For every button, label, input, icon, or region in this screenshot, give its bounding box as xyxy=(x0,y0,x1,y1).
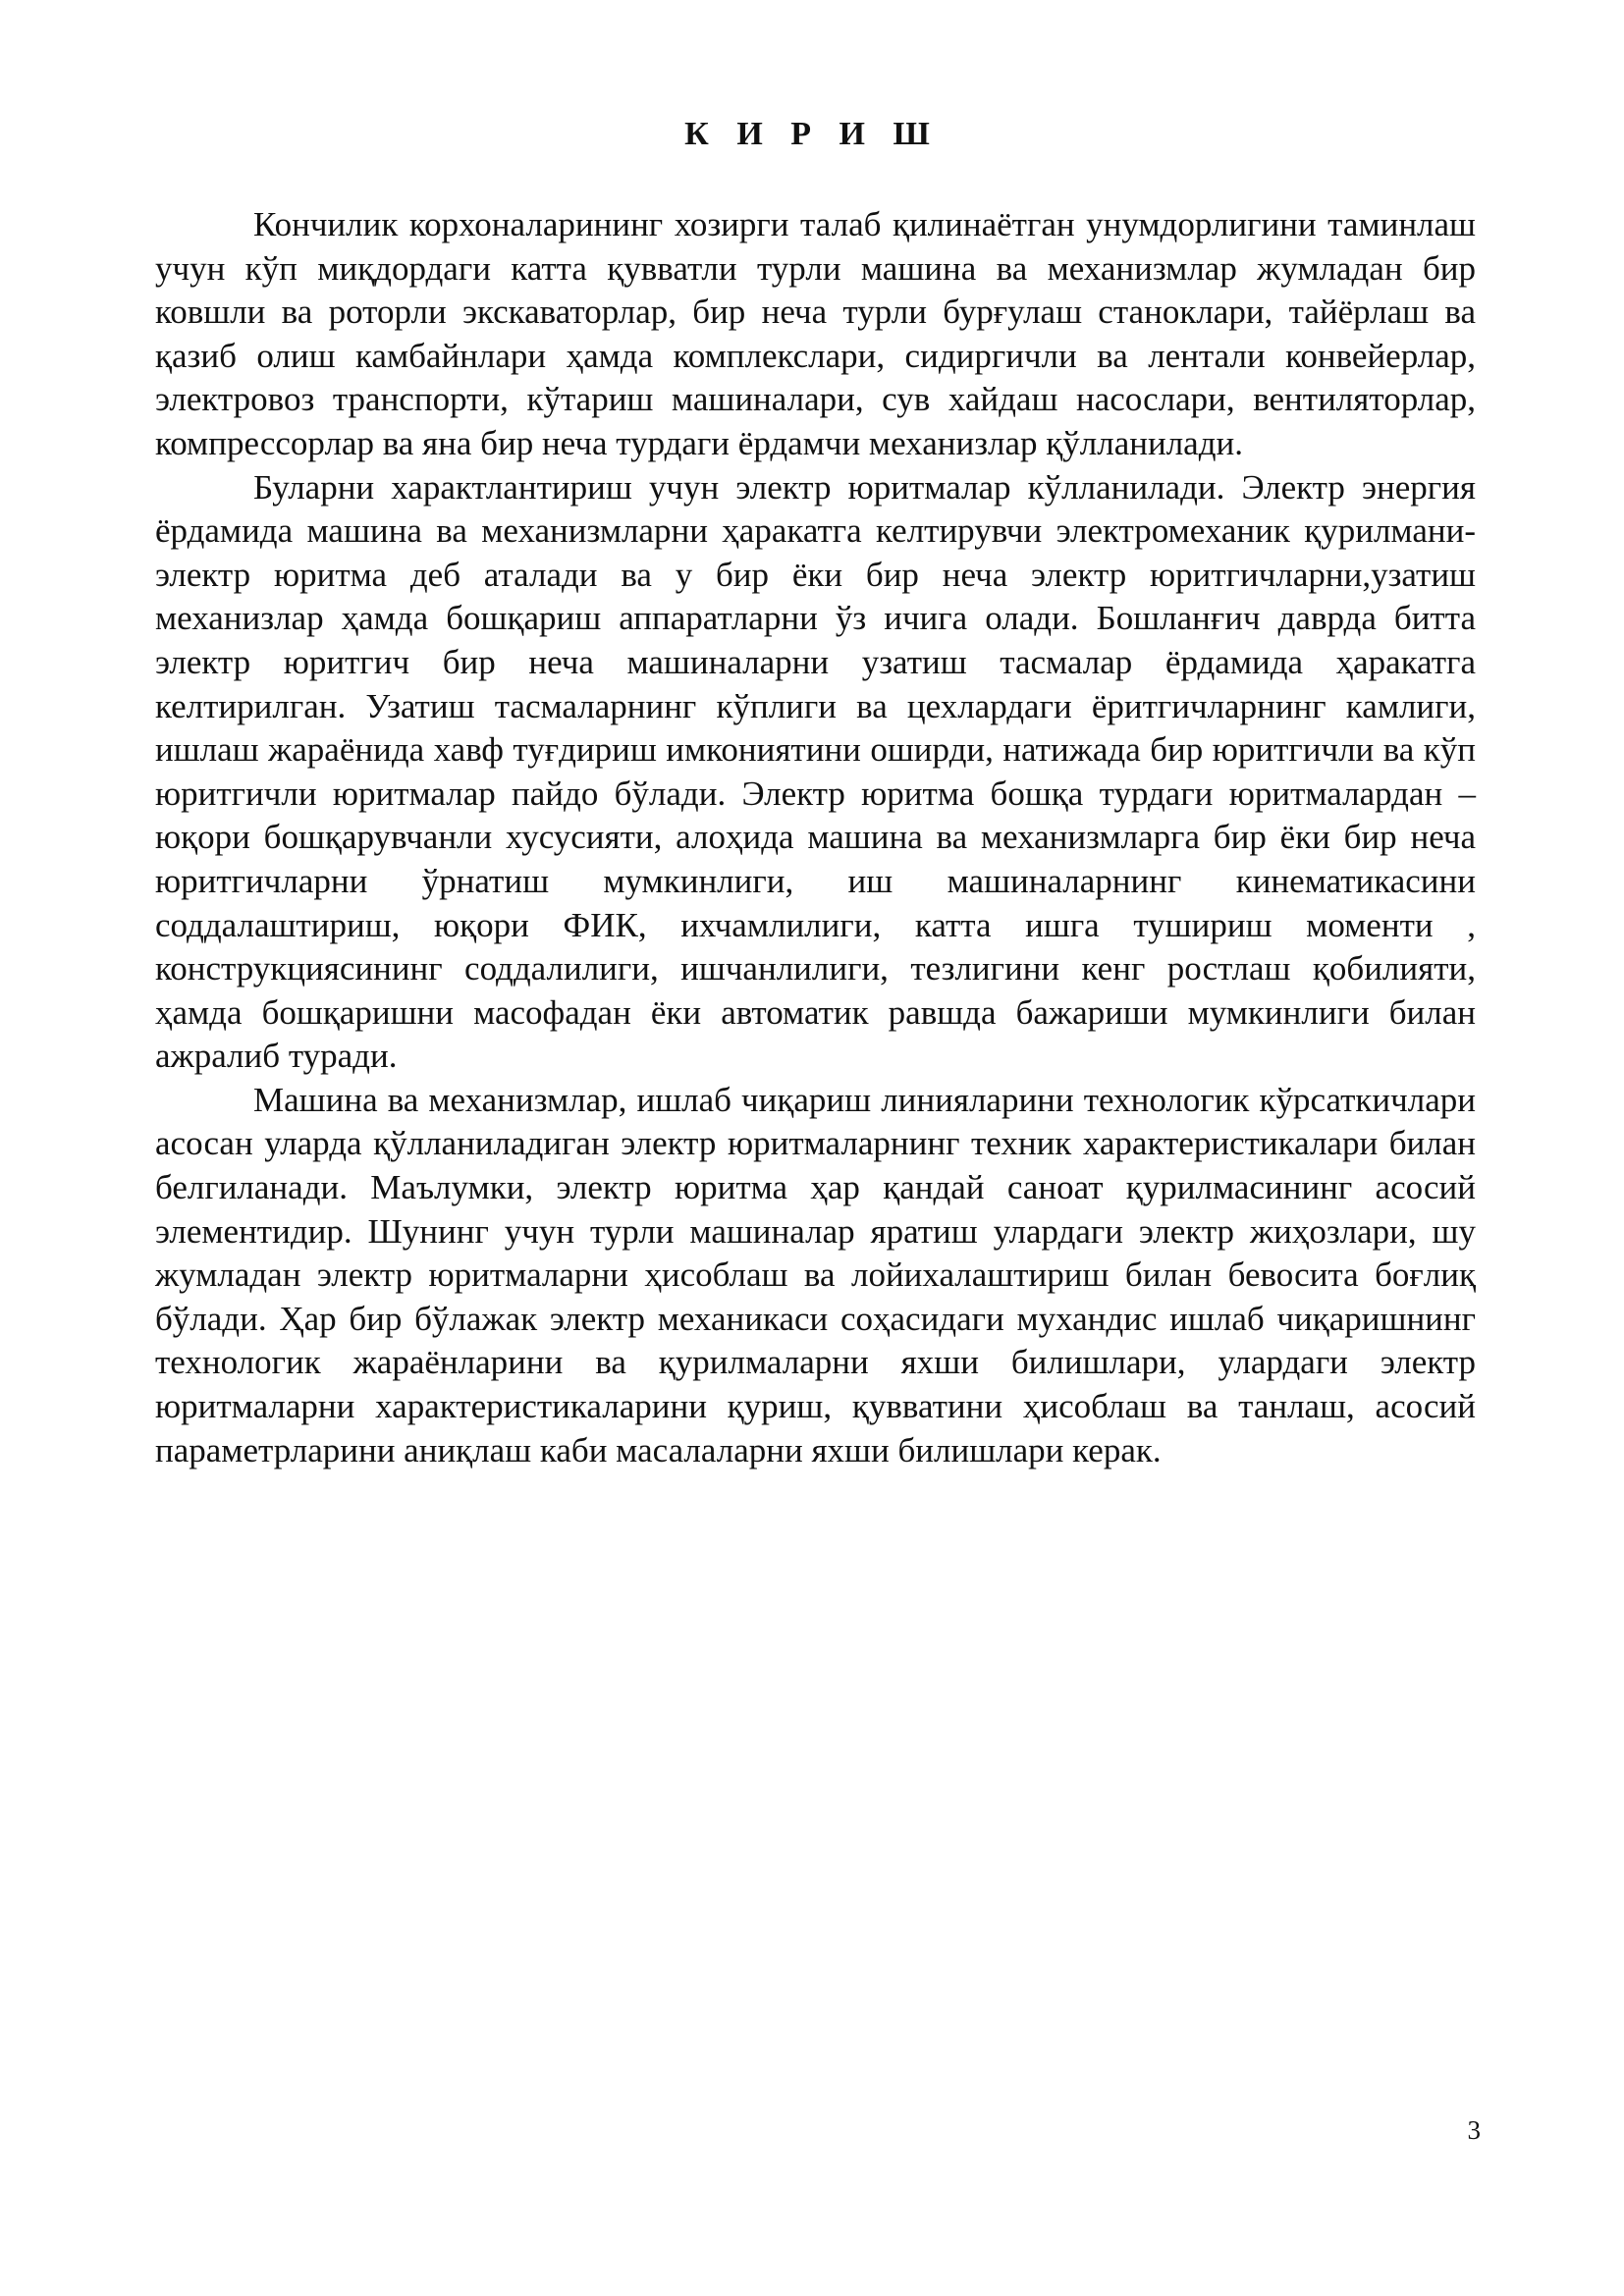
paragraph-1: Кончилик корхоналарининг хозирги талаб қилинаётган унумдорлигини таминлаш учун кўп миқдордаги катта қувватли турли машина ва механизмлар жумладан бир ковшли ва роторли экскаваторлар, бир неча турли бурғулаш станоклари, тайёрлаш ва қазиб олиш камбайнлари ҳамда комплекслари, сидиргичли ва лентали конвейерлар, электровоз транспорти, кўтариш машиналари, сув хайдаш насослари, вентиляторлар, компрессорлар ва яна бир неча турдаги ёрдамчи механизлар қўлланилади. xyxy=(155,205,1476,462)
paragraph-2: Буларни характлантириш учун электр юритмалар кўлланилади. Электр энергия ёрдамида машина ва механизмларни ҳаракатга келтирувчи электромеханик қурилмани-электр юритма деб аталади ва у бир ёки бир неча электр юритгичларни,узатиш механизлар ҳамда бошқариш аппаратларни ўз ичига олади. Бошланғич даврда битта электр юритгич бир неча машиналарни узатиш тасмалар ёрдамида ҳаракатга келтирилган. Узатиш тасмаларнинг кўплиги ва цехлардаги ёритгичларнинг камлиги, ишлаш жараёнида хавф туғдириш имкониятини оширди, натижада бир юритгичли ва кўп юритгичли юритмалар пайдо бўлади. Электр юритма бошқа турдаги юритмалардан – юқори бошқарувчанли хусусияти, алоҳида машина ва механизмларга бир ёки бир неча юритгичларни ўрнатиш мумкинлиги, иш машиналарнинг кинематикасини соддалаштириш, юқори ФИК, ихчамлилиги, катта ишга тушириш моменти , конструкциясининг соддалилиги, ишчанлилиги, тезлигини кенг ростлаш қобилияти, ҳамда бошқаришни масофадан ёки автоматик равшда бажариши мумкинлиги билан ажралиб туради. xyxy=(155,467,1476,1076)
page-title: К И Р И Ш xyxy=(684,116,940,152)
paragraph-3: Машина ва механизмлар, ишлаб чиқариш линияларини технологик кўрсаткичлари асосан уларда қўлланиладиган электр юритмаларнинг техник характеристикалари билан белгиланади. Маълумки, электр юритма ҳар қандай саноат қурилмасининг асосий элементидир. Шунинг учун турли машиналар яратиш улардаги электр жиҳозлари, шу жумладан электр юритмаларни ҳисоблаш ва лойихалаштириш билан бевосита боғлиқ бўлади. Ҳар бир бўлажак электр механикаси соҳасидаги мухандис ишлаб чиқаришнинг технологик жараёнларини ва қурилмаларни яхши билишлари, улардаги электр юритмаларни характеристикаларини қуриш, қувватини ҳисоблаш ва танлаш, асосий параметрларини аниқлаш каби масалаларни яхши билишлари керак. xyxy=(155,1080,1476,1469)
body-text xyxy=(155,203,1476,1472)
page-number: 3 xyxy=(1467,2115,1481,2145)
